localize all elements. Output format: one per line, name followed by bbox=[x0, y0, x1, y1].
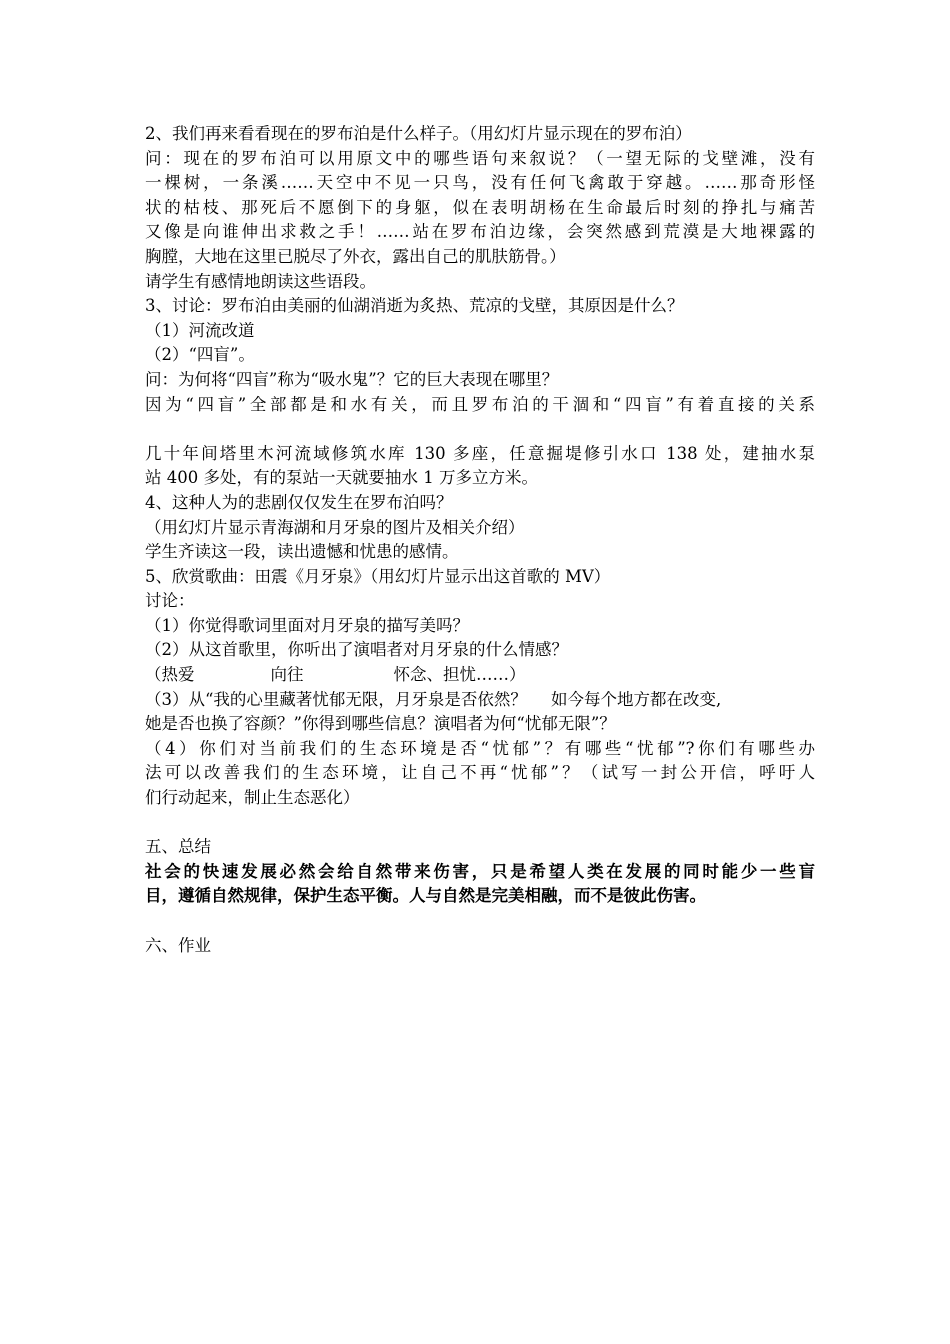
paragraph-line: 胸膛，大地在这里已脱尽了外衣，露出自己的肌肤筋骨。） bbox=[145, 246, 566, 266]
paragraph-line: 又像是向谁伸出求救之手！……站在罗布泊边缘，会突然感到荒漠是大地裸露的 bbox=[145, 222, 815, 242]
homework-heading: 六、作业 bbox=[145, 935, 211, 955]
emotions-line bbox=[145, 663, 815, 688]
summary-text: 目，遵循自然规律，保护生态平衡。人与自然是完美相融，而不是彼此伤害。 bbox=[145, 886, 706, 906]
emotion-worry: 怀念、担忧……） bbox=[393, 665, 526, 685]
paragraph-line: （1）你觉得歌词里面对月牙泉的描写美吗？ bbox=[145, 615, 469, 635]
question-3-line-2: 她是否也换了容颜？”你得到哪些信息？演唱者为何“忧郁无限”？ bbox=[145, 714, 616, 734]
paragraph-line: 2、我们再来看看现在的罗布泊是什么样子。（用幻灯片显示现在的罗布泊） bbox=[145, 124, 692, 143]
summary-text: 社会的快速发展必然会给自然带来伤害，只是希望人类在发展的同时能少一些盲 bbox=[145, 861, 815, 881]
paragraph-line: （1）河流改道 bbox=[145, 320, 255, 340]
paragraph-line: 3、讨论：罗布泊由美丽的仙湖消逝为炙热、荒凉的戈壁，其原因是什么？ bbox=[145, 296, 684, 316]
paragraph-line: 一棵树，一条溪……天空中不见一只鸟，没有任何飞禽敢于穿越。……那奇形怪 bbox=[145, 173, 815, 193]
paragraph-line: 站 400 多处，有的泵站一天就要抽水 1 万多立方米。 bbox=[145, 468, 538, 488]
paragraph-line: 学生齐读这一段，读出遗憾和忧患的感情。 bbox=[145, 542, 459, 562]
paragraph-line: 问：现在的罗布泊可以用原文中的哪些语句来叙说？（一望无际的戈壁滩，没有 bbox=[145, 148, 815, 168]
paragraph-line: （2）“四盲”。 bbox=[145, 345, 255, 365]
paragraph-line: 问：为何将“四盲”称为“吸水鬼”？它的巨大表现在哪里？ bbox=[145, 369, 559, 389]
document-body bbox=[145, 122, 815, 958]
paragraph-line: 请学生有感情地朗读这些语段。 bbox=[145, 271, 376, 291]
emotion-longing: 向往 bbox=[270, 665, 304, 685]
question-3-line-1 bbox=[145, 688, 815, 713]
summary-heading: 五、总结 bbox=[145, 837, 211, 857]
question-3-part-1: （3）从“我的心里藏著忧郁无限，月牙泉是否依然？ bbox=[145, 689, 527, 709]
paragraph-line: （用幻灯片显示青海湖和月牙泉的图片及相关介绍） bbox=[145, 517, 525, 537]
paragraph-line: 5、欣赏歌曲：田震《月牙泉》（用幻灯片显示出这首歌的 MV） bbox=[145, 566, 611, 586]
blank-line bbox=[145, 909, 815, 934]
question-4-line: （4）你们对当前我们的生态环境是否“忧郁”？有哪些“忧郁”?你们有哪些办 bbox=[145, 738, 815, 758]
question-4-line: 法可以改善我们的生态环境，让自己不再“忧郁”？（试写一封公开信，呼吁人 bbox=[145, 763, 815, 783]
paragraph-line: 几十年间塔里木河流域修筑水库 130 多座，任意掘堤修引水口 138 处，建抽水泵 bbox=[145, 443, 815, 463]
paragraph-line: 4、这种人为的悲剧仅仅发生在罗布泊吗？ bbox=[145, 492, 453, 512]
paragraph-line: 讨论： bbox=[145, 591, 195, 611]
question-3-part-2: 如今每个地方都在改变, bbox=[550, 689, 722, 709]
emotion-love: （热爱 bbox=[145, 665, 195, 685]
question-4-line: 们行动起来，制止生态恶化） bbox=[145, 788, 360, 808]
paragraph-line: （2）从这首歌里，你听出了演唱者对月牙泉的什么情感？ bbox=[145, 640, 568, 660]
blank-line bbox=[145, 811, 815, 836]
paragraph-line: 状的枯枝、那死后不愿倒下的身躯，似在表明胡杨在生命最后时刻的挣扎与痛苦 bbox=[145, 197, 815, 217]
blank-line bbox=[145, 417, 815, 442]
paragraph-line: 因为“四盲”全部都是和水有关，而且罗布泊的干涸和“四盲”有着直接的关系 bbox=[145, 394, 815, 414]
